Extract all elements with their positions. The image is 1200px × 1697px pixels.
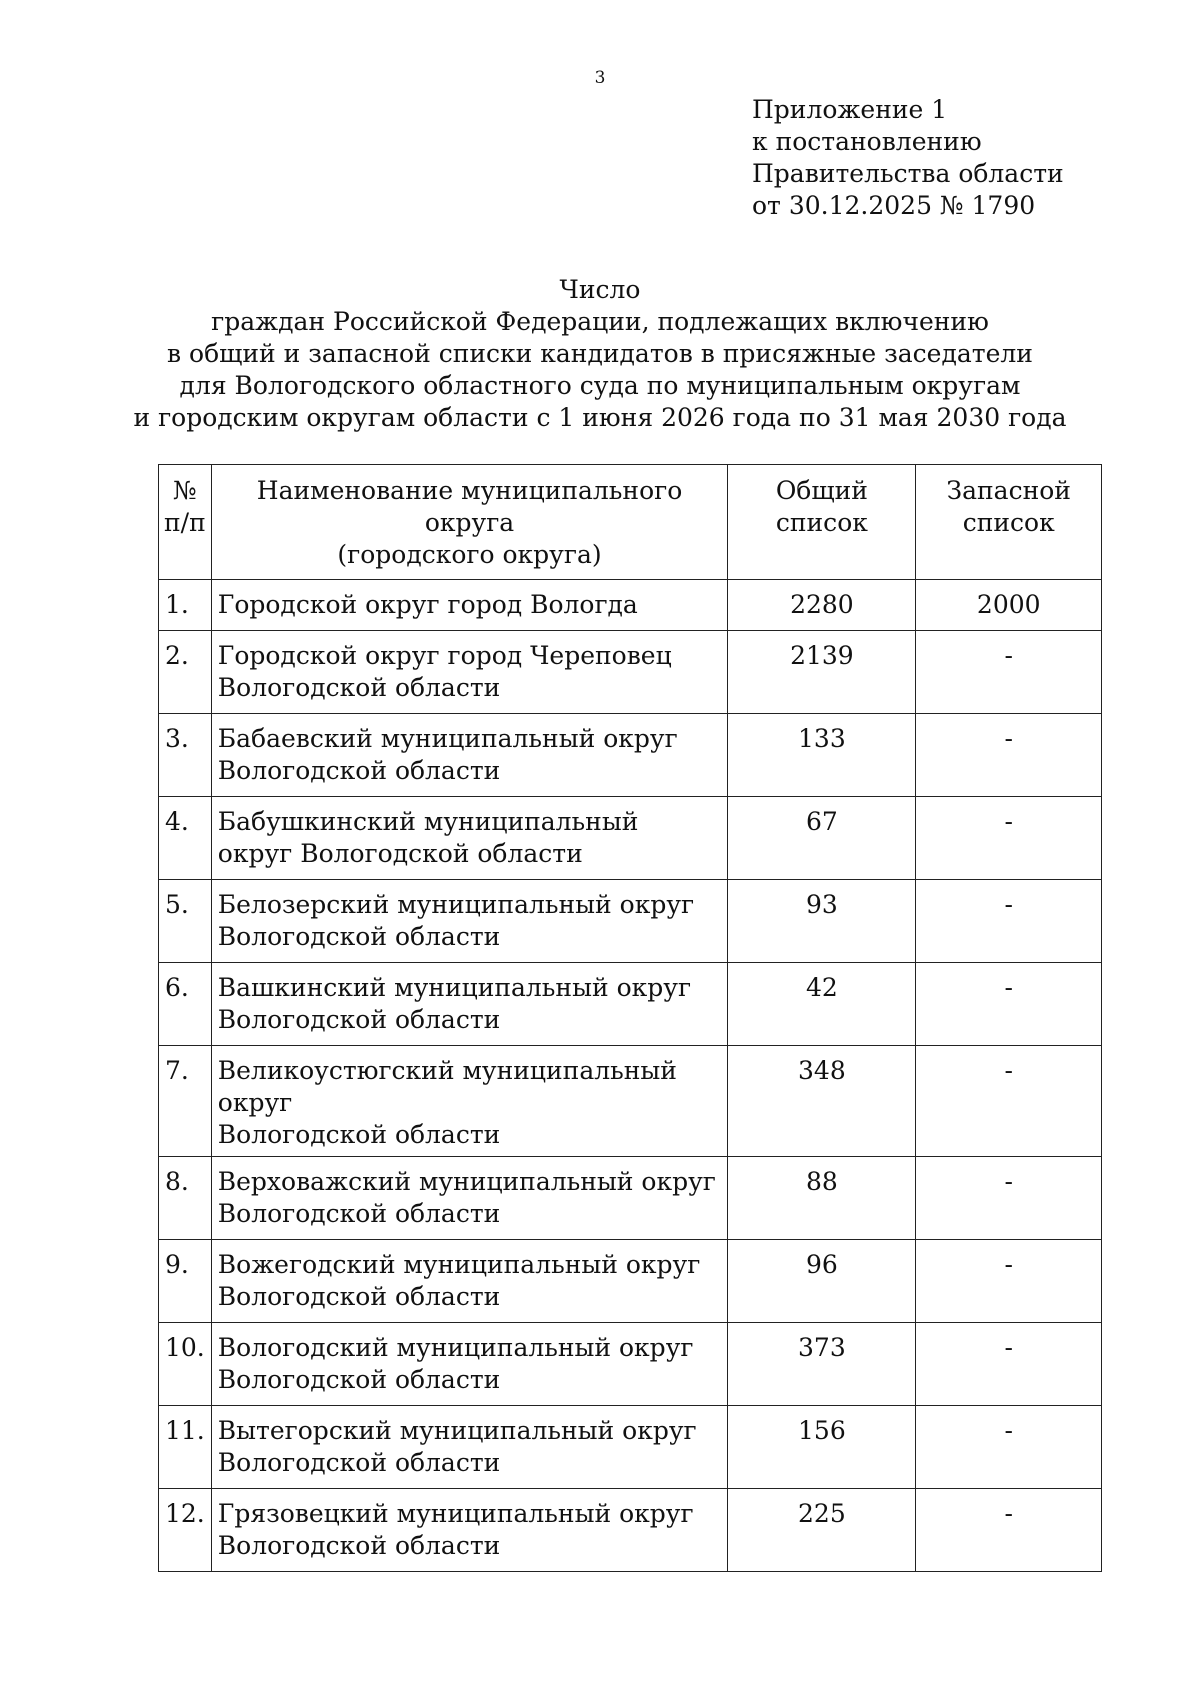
row-reserve: - — [916, 1157, 1102, 1240]
table-header-row — [159, 465, 1102, 580]
row-number: 10. — [159, 1323, 212, 1406]
row-general: 2280 — [728, 580, 916, 631]
row-name-line: Вытегорский муниципальный округ — [217, 1416, 697, 1445]
document-title — [0, 274, 1200, 434]
row-reserve: - — [916, 1406, 1102, 1489]
row-number: 7. — [159, 1046, 212, 1157]
row-name — [211, 963, 728, 1046]
row-general: 348 — [728, 1046, 916, 1157]
row-general: 42 — [728, 963, 916, 1046]
row-reserve: - — [916, 631, 1102, 714]
row-general: 133 — [728, 714, 916, 797]
row-name-line: Верховажский муниципальный округ — [217, 1167, 716, 1196]
candidates-table — [158, 464, 1102, 1572]
row-name-line: Вологодской области — [217, 1365, 501, 1394]
row-name-line: Вологодской области — [217, 1448, 501, 1477]
table-row — [159, 880, 1102, 963]
row-name-line: Вологодский муниципальный округ — [217, 1333, 694, 1362]
header-name-line: Наименование муниципального округа — [256, 476, 683, 537]
row-reserve: - — [916, 963, 1102, 1046]
row-number: 4. — [159, 797, 212, 880]
row-name-line: округ Вологодской области — [217, 839, 583, 868]
row-name-line: Бабушкинский муниципальный — [217, 807, 639, 836]
header-reserve — [916, 465, 1102, 580]
header-num-line: № — [173, 476, 197, 505]
header-num — [159, 465, 212, 580]
row-name — [211, 1406, 728, 1489]
row-name-line: Вологодской области — [217, 1120, 501, 1149]
row-general: 67 — [728, 797, 916, 880]
row-name — [211, 631, 728, 714]
row-reserve: - — [916, 1240, 1102, 1323]
header-general — [728, 465, 916, 580]
appendix-line: Правительства области — [752, 159, 1064, 188]
row-name — [211, 1323, 728, 1406]
title-line: в общий и запасной списки кандидатов в присяжные заседатели — [167, 339, 1033, 368]
appendix-line: к постановлению — [752, 127, 982, 156]
row-general: 88 — [728, 1157, 916, 1240]
row-reserve: - — [916, 797, 1102, 880]
row-number: 12. — [159, 1489, 212, 1572]
row-name — [211, 1240, 728, 1323]
row-general: 93 — [728, 880, 916, 963]
row-name-line: Городской округ город Вологда — [217, 590, 638, 619]
row-reserve: - — [916, 1323, 1102, 1406]
header-reserve-line: список — [962, 508, 1055, 537]
row-name — [211, 880, 728, 963]
table-row — [159, 1489, 1102, 1572]
row-number: 11. — [159, 1406, 212, 1489]
table-row — [159, 1046, 1102, 1157]
row-reserve: - — [916, 880, 1102, 963]
title-line: и городским округам области с 1 июня 2026 года по 31 мая 2030 года — [133, 403, 1067, 432]
row-name-line: Вологодской области — [217, 673, 501, 702]
table-row — [159, 714, 1102, 797]
table-row — [159, 1240, 1102, 1323]
row-name — [211, 714, 728, 797]
header-reserve-line: Запасной — [946, 476, 1071, 505]
title-line: Число — [559, 275, 641, 304]
title-line: для Вологодского областного суда по муниципальным округам — [179, 371, 1021, 400]
row-number: 3. — [159, 714, 212, 797]
table-row — [159, 797, 1102, 880]
row-name — [211, 1489, 728, 1572]
row-name-line: Белозерский муниципальный округ — [217, 890, 695, 919]
row-name — [211, 1046, 728, 1157]
table-row — [159, 963, 1102, 1046]
row-name-line: Вологодской области — [217, 756, 501, 785]
table-row — [159, 1406, 1102, 1489]
header-name — [211, 465, 728, 580]
row-name-line: Грязовецкий муниципальный округ — [217, 1499, 694, 1528]
table-row — [159, 631, 1102, 714]
row-name-line: Вологодской области — [217, 1531, 501, 1560]
row-name — [211, 1157, 728, 1240]
header-general-line: Общий — [775, 476, 868, 505]
row-name-line: Вашкинский муниципальный округ — [217, 973, 692, 1002]
row-number: 5. — [159, 880, 212, 963]
row-number: 2. — [159, 631, 212, 714]
row-general: 373 — [728, 1323, 916, 1406]
appendix-block — [752, 94, 1064, 222]
title-line: граждан Российской Федерации, подлежащих включению — [211, 307, 989, 336]
row-name — [211, 580, 728, 631]
appendix-line: Приложение 1 — [752, 95, 948, 124]
row-reserve: 2000 — [916, 580, 1102, 631]
row-reserve: - — [916, 1046, 1102, 1157]
row-number: 6. — [159, 963, 212, 1046]
header-general-line: список — [775, 508, 868, 537]
row-name-line: Вожегодский муниципальный округ — [217, 1250, 701, 1279]
row-general: 2139 — [728, 631, 916, 714]
row-name-line: Великоустюгский муниципальный округ — [217, 1056, 677, 1117]
row-number: 8. — [159, 1157, 212, 1240]
header-name-line: (городского округа) — [337, 540, 602, 569]
row-name-line: Вологодской области — [217, 1282, 501, 1311]
row-general: 96 — [728, 1240, 916, 1323]
page-number: 3 — [594, 68, 606, 88]
row-name-line: Вологодской области — [217, 922, 501, 951]
row-reserve: - — [916, 714, 1102, 797]
row-general: 156 — [728, 1406, 916, 1489]
row-name-line: Вологодской области — [217, 1005, 501, 1034]
row-name-line: Вологодской области — [217, 1199, 501, 1228]
row-number: 9. — [159, 1240, 212, 1323]
row-reserve: - — [916, 1489, 1102, 1572]
table-row — [159, 580, 1102, 631]
appendix-line: от 30.12.2025 № 1790 — [752, 191, 1036, 220]
table-row — [159, 1323, 1102, 1406]
table-row — [159, 1157, 1102, 1240]
row-name — [211, 797, 728, 880]
row-general: 225 — [728, 1489, 916, 1572]
row-number: 1. — [159, 580, 212, 631]
header-num-line: п/п — [164, 508, 206, 537]
row-name-line: Городской округ город Череповец — [217, 641, 672, 670]
row-name-line: Бабаевский муниципальный округ — [217, 724, 678, 753]
